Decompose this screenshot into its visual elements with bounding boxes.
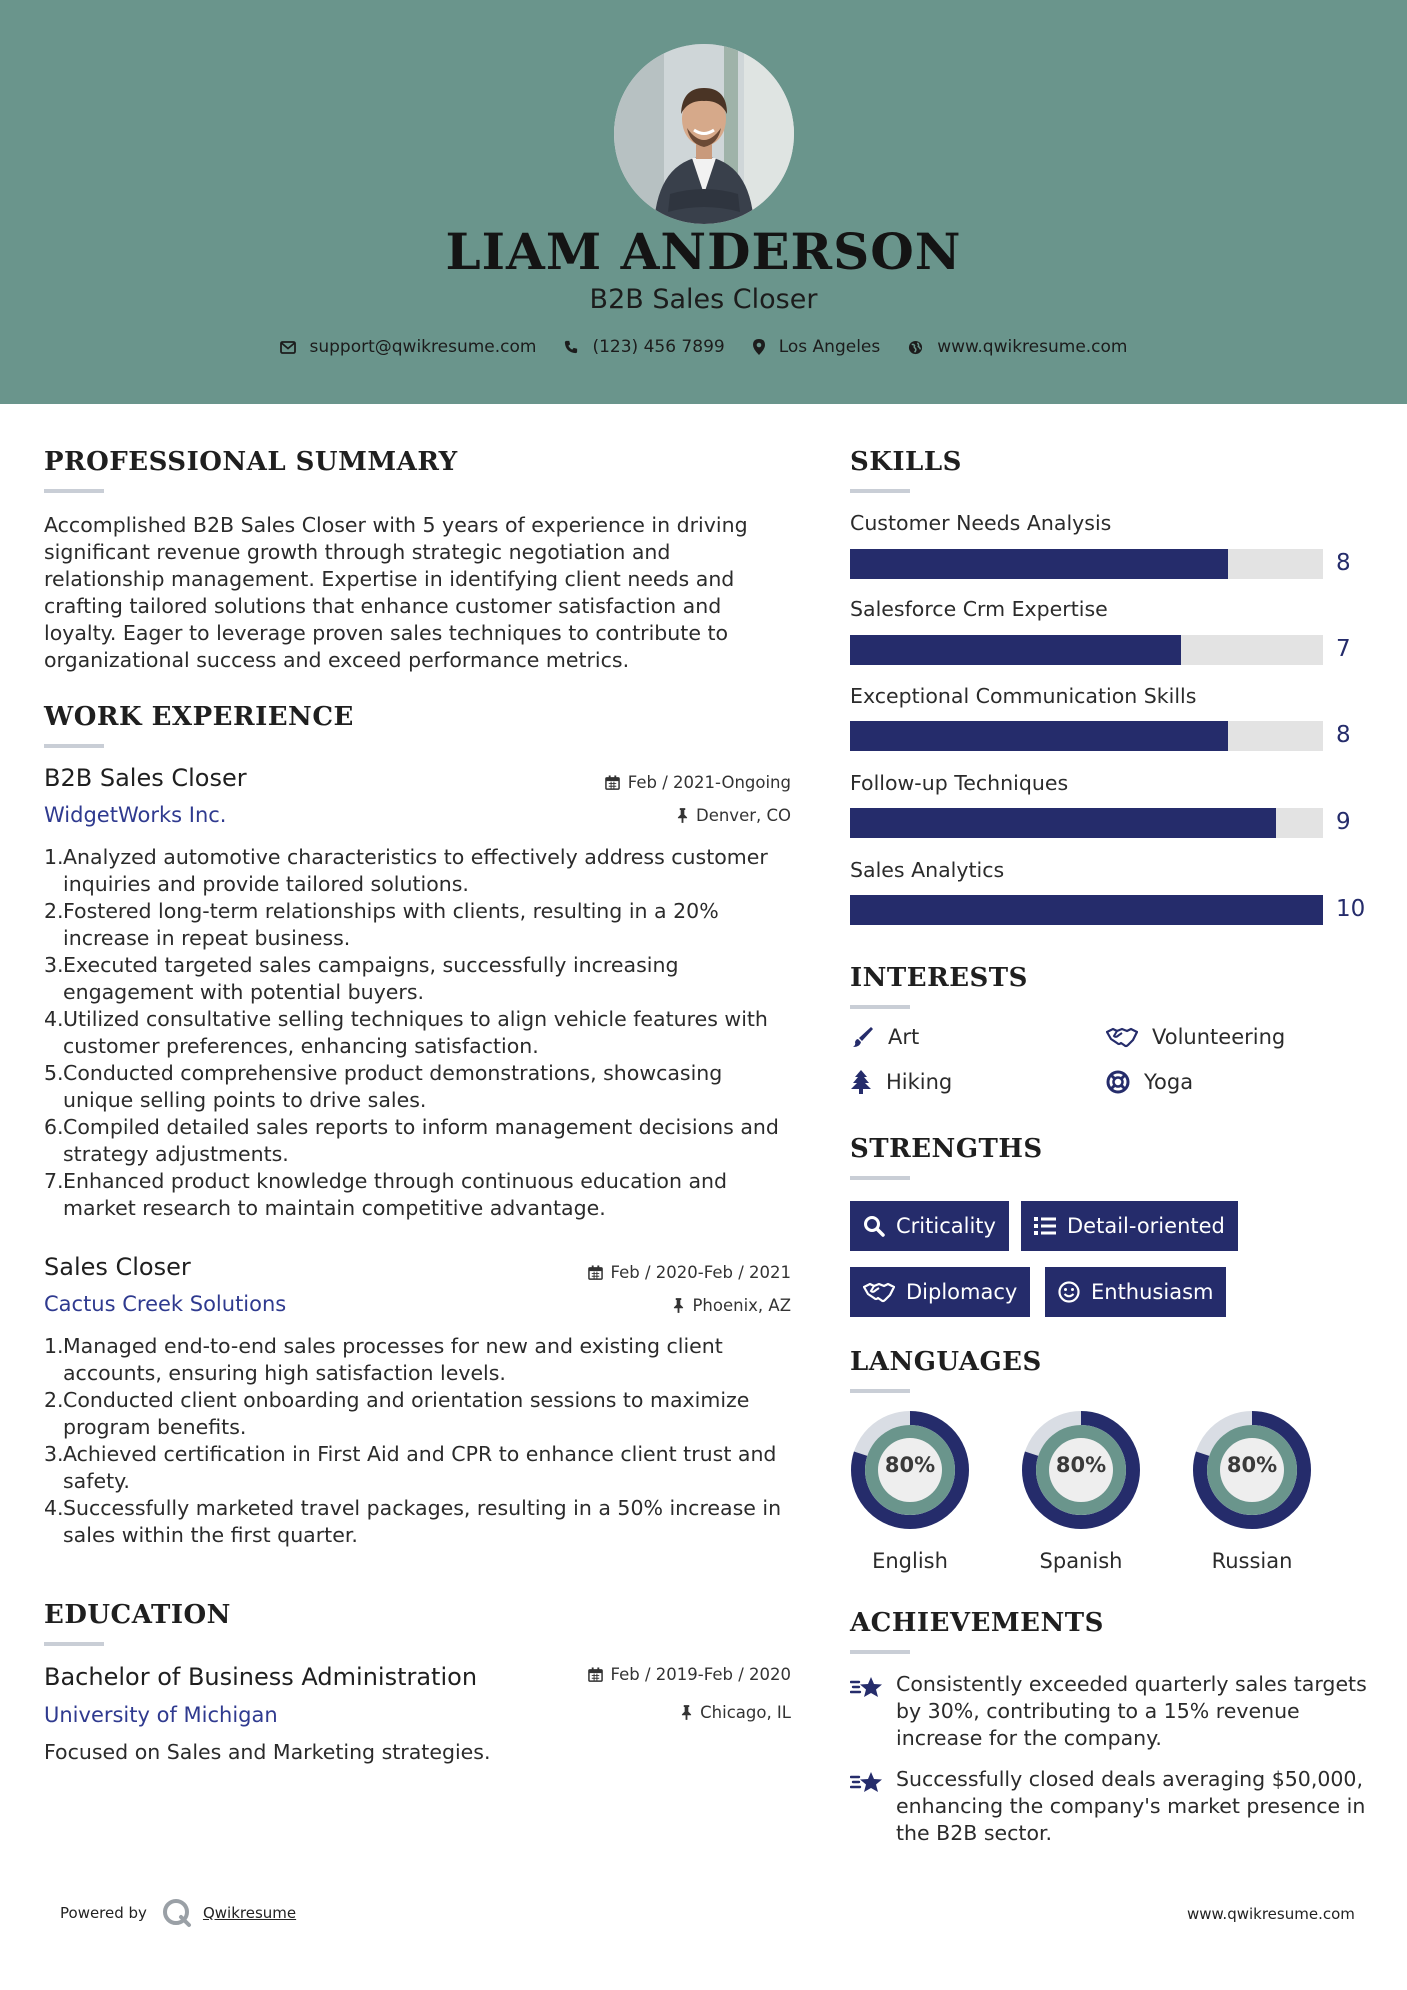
- education-divider: [44, 1642, 104, 1646]
- handshake-icon: [1106, 1026, 1138, 1048]
- job-duties-list: [44, 1333, 794, 1549]
- experience-divider: [44, 744, 104, 748]
- summary-divider: [44, 489, 104, 493]
- interest-item: [1106, 1025, 1285, 1049]
- skill-label: Follow-up Techniques: [850, 771, 1069, 795]
- smile-icon: [1058, 1281, 1080, 1303]
- strength-label: Diplomacy: [906, 1280, 1018, 1304]
- skill-label: Salesforce Crm Expertise: [850, 597, 1108, 621]
- skill-value: 8: [1336, 550, 1351, 576]
- language-item: [1020, 1409, 1142, 1573]
- contact-email[interactable]: [280, 337, 537, 357]
- language-percent: 80%: [1226, 1453, 1278, 1477]
- map-pin-icon: [753, 339, 765, 355]
- achievements-divider: [850, 1650, 910, 1654]
- pushpin-icon: [673, 1298, 684, 1313]
- profile-photo: [614, 44, 794, 224]
- education-location-text: Chicago, IL: [700, 1703, 791, 1722]
- globe-icon: [908, 340, 923, 355]
- calendar-icon: [588, 1667, 603, 1682]
- language-percent: 80%: [1055, 1453, 1107, 1477]
- strengths-heading: STRENGTHS: [850, 1134, 1043, 1164]
- skill-bar-track: [850, 635, 1323, 665]
- list-item: Enhanced product knowledge through continuous education and market research to maintain competitive advantage.: [63, 1169, 728, 1220]
- degree-title: Bachelor of Business Administration: [44, 1663, 478, 1691]
- job-dates: [605, 773, 791, 792]
- qwikresume-logo-icon: [161, 1897, 193, 1929]
- search-icon: [863, 1215, 885, 1237]
- list-icon: [1034, 1217, 1056, 1235]
- qwikresume-link[interactable]: Qwikresume: [202, 1904, 297, 1922]
- languages-heading: LANGUAGES: [850, 1347, 1042, 1377]
- achievement-item: [850, 1766, 1370, 1847]
- interests-heading: INTERESTS: [850, 963, 1028, 993]
- skill-value: 9: [1336, 809, 1351, 835]
- header-banner: [0, 0, 1407, 404]
- skill-bar-track: [850, 549, 1323, 579]
- paintbrush-icon: [850, 1025, 874, 1049]
- language-item: [1191, 1409, 1313, 1573]
- interest-item: [850, 1070, 952, 1094]
- skill-value: 8: [1336, 722, 1351, 748]
- list-item: Conducted client onboarding and orientation sessions to maximize program benefits.: [63, 1388, 750, 1439]
- list-item: Achieved certification in First Aid and CPR to enhance client trust and safety.: [63, 1442, 777, 1493]
- interest-label: Hiking: [886, 1070, 953, 1094]
- calendar-icon: [605, 775, 620, 790]
- education-location: [681, 1703, 791, 1722]
- phone-text: (123) 456 7899: [592, 337, 725, 357]
- skill-bar-fill: [850, 721, 1228, 751]
- strength-label: Enthusiasm: [1091, 1280, 1214, 1304]
- pushpin-icon: [681, 1705, 692, 1720]
- strength-label: Detail-oriented: [1067, 1214, 1225, 1238]
- list-item: Managed end-to-end sales processes for new and existing client accounts, ensuring high satisfaction levels.: [63, 1334, 723, 1385]
- skill-value: 7: [1336, 636, 1351, 662]
- contact-phone[interactable]: [564, 337, 724, 357]
- job-location: [673, 1296, 791, 1315]
- summary-text: Accomplished B2B Sales Closer with 5 years of experience in driving significant revenue growth through strategic negotiation and relationship management. Expertise in identifying client needs and crafting tailored solutions that enhance customer satisfaction and loyalty. Eager to leverage proven sales techniques to contribute to organizational success and exceed performance metrics.: [44, 513, 748, 672]
- skill-value: 10: [1336, 896, 1366, 922]
- achievement-text: Consistently exceeded quarterly sales targets by 30%, contributing to a 15% revenue increase for the company.: [896, 1672, 1367, 1750]
- strength-tag: [850, 1201, 1009, 1251]
- languages-divider: [850, 1389, 910, 1393]
- contact-bar: [0, 337, 1407, 357]
- tree-icon: [850, 1070, 872, 1094]
- company-name: WidgetWorks Inc.: [44, 803, 227, 827]
- contact-location: [753, 337, 881, 357]
- job-dates-text: Feb / 2020-Feb / 2021: [610, 1263, 791, 1282]
- strength-tag: [1045, 1267, 1226, 1317]
- strength-tag: [850, 1267, 1030, 1317]
- job-location-text: Denver, CO: [695, 806, 791, 825]
- job-location-text: Phoenix, AZ: [692, 1296, 791, 1315]
- school-name: University of Michigan: [44, 1703, 278, 1727]
- handshake-icon: [863, 1281, 895, 1303]
- achievement-item: [850, 1671, 1370, 1752]
- job-dates-text: Feb / 2021-Ongoing: [627, 773, 791, 792]
- strength-tag: [1021, 1201, 1238, 1251]
- job-duties-list: [44, 844, 794, 1222]
- contact-website[interactable]: [908, 337, 1127, 357]
- interest-label: Art: [888, 1025, 920, 1049]
- list-item: Successfully marketed travel packages, resulting in a 50% increase in sales within the first quarter.: [63, 1496, 782, 1547]
- skill-label: Sales Analytics: [850, 858, 1005, 882]
- location-text: Los Angeles: [778, 337, 881, 357]
- strengths-divider: [850, 1176, 910, 1180]
- list-item: Fostered long-term relationships with clients, resulting in a 20% increase in repeat business.: [63, 899, 719, 950]
- phone-icon: [564, 340, 578, 354]
- interest-label: Yoga: [1144, 1070, 1194, 1094]
- experience-heading: WORK EXPERIENCE: [44, 702, 354, 732]
- skill-bar-fill: [850, 549, 1228, 579]
- education-heading: EDUCATION: [44, 1600, 231, 1630]
- achievements-heading: ACHIEVEMENTS: [850, 1608, 1104, 1638]
- list-item: Utilized consultative selling techniques to align vehicle features with customer preferences, enhancing satisfaction.: [63, 1007, 768, 1058]
- candidate-name: LIAM ANDERSON: [445, 222, 962, 281]
- skills-divider: [850, 489, 910, 493]
- skill-bar-fill: [850, 808, 1276, 838]
- email-text: support@qwikresume.com: [309, 337, 537, 357]
- skill-bar-fill: [850, 895, 1323, 925]
- interest-item: [1106, 1070, 1193, 1094]
- skill-label: Customer Needs Analysis: [850, 511, 1112, 535]
- shooting-star-icon: [850, 1673, 884, 1701]
- language-name: Spanish: [1039, 1549, 1123, 1573]
- skill-bar-track: [850, 895, 1323, 925]
- skills-heading: SKILLS: [850, 447, 962, 477]
- list-item: Conducted comprehensive product demonstrations, showcasing unique selling points to drive sales.: [63, 1061, 723, 1112]
- lifebuoy-icon: [1106, 1070, 1130, 1094]
- calendar-icon: [588, 1265, 603, 1280]
- summary-heading: PROFESSIONAL SUMMARY: [44, 447, 458, 477]
- interest-label: Volunteering: [1152, 1025, 1286, 1049]
- strength-label: Criticality: [896, 1214, 996, 1238]
- envelope-icon: [280, 341, 296, 354]
- language-name: English: [872, 1549, 948, 1573]
- language-name: Russian: [1211, 1549, 1293, 1573]
- language-percent: 80%: [884, 1453, 936, 1477]
- education-dates: [588, 1665, 791, 1684]
- candidate-title: B2B Sales Closer: [589, 284, 818, 315]
- job-title: B2B Sales Closer: [44, 764, 247, 792]
- job-dates: [588, 1263, 791, 1282]
- skill-bar-fill: [850, 635, 1181, 665]
- list-item: Compiled detailed sales reports to inform management decisions and strategy adjustments.: [63, 1115, 779, 1166]
- job-title: Sales Closer: [44, 1253, 191, 1281]
- skill-label: Exceptional Communication Skills: [850, 684, 1197, 708]
- footer-powered-by: [60, 1897, 296, 1929]
- language-item: [849, 1409, 971, 1573]
- list-item: Executed targeted sales campaigns, successfully increasing engagement with potential buyers.: [63, 953, 679, 1004]
- interests-divider: [850, 1005, 910, 1009]
- job-location: [677, 806, 791, 825]
- achievement-text: Successfully closed deals averaging $50,000, enhancing the company's market presence in the B2B sector.: [896, 1767, 1366, 1845]
- skill-bar-track: [850, 721, 1323, 751]
- education-dates-text: Feb / 2019-Feb / 2020: [610, 1665, 791, 1684]
- shooting-star-icon: [850, 1768, 884, 1796]
- interest-item: [850, 1025, 919, 1049]
- list-item: Analyzed automotive characteristics to effectively address customer inquiries and provide tailored solutions.: [63, 845, 768, 896]
- company-name: Cactus Creek Solutions: [44, 1292, 287, 1316]
- pushpin-icon: [677, 808, 688, 823]
- website-text: www.qwikresume.com: [937, 337, 1128, 357]
- powered-by-text: Powered by: [60, 1904, 147, 1922]
- footer-website[interactable]: www.qwikresume.com: [1187, 1905, 1355, 1923]
- skill-bar-track: [850, 808, 1323, 838]
- education-description: Focused on Sales and Marketing strategies.: [44, 1740, 491, 1764]
